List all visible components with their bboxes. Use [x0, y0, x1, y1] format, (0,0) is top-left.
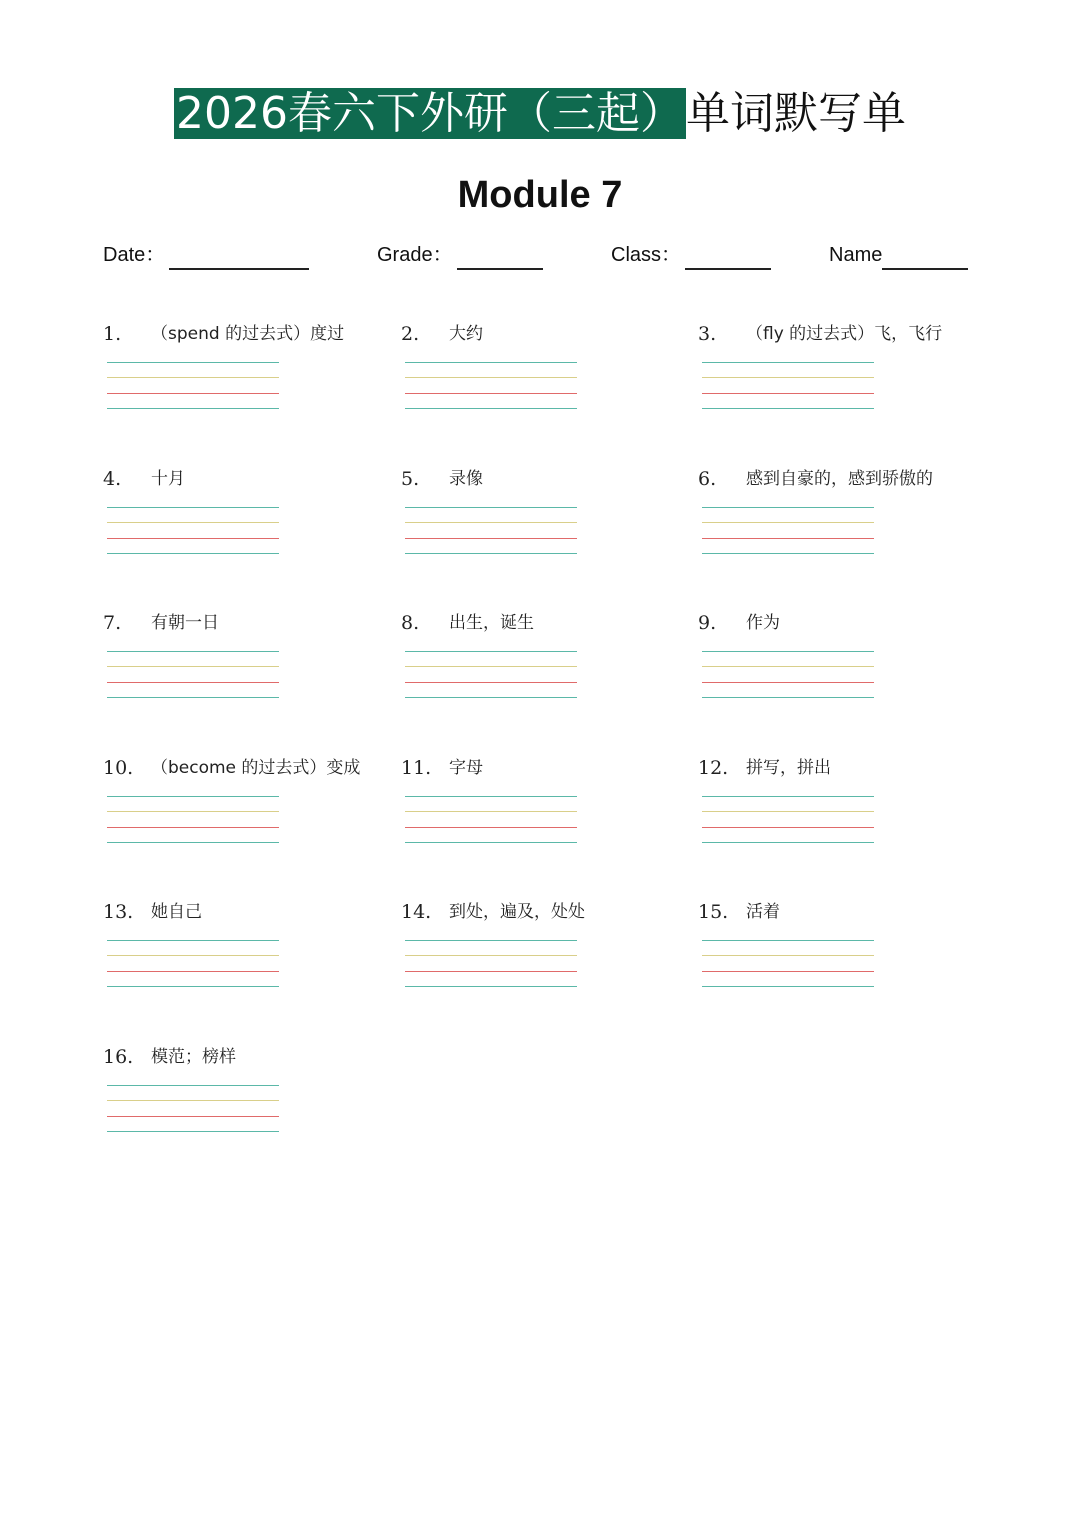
writing-line-2: [107, 522, 279, 523]
title-highlighted: 2026春六下外研（三起）: [176, 88, 684, 139]
writing-line-3: [107, 393, 279, 394]
writing-line-2: [405, 955, 577, 956]
answer-writing-lines[interactable]: [107, 940, 279, 990]
item-prompt: 活着: [746, 902, 780, 922]
writing-line-2: [702, 522, 874, 523]
answer-writing-lines[interactable]: [405, 651, 577, 701]
writing-line-2: [107, 1100, 279, 1101]
grade-label: Grade：: [377, 244, 453, 266]
writing-line-2: [702, 377, 874, 378]
writing-line-2: [405, 666, 577, 667]
item-prompt: 字母: [449, 758, 483, 778]
class-label: Class：: [611, 244, 682, 266]
writing-line-3: [107, 971, 279, 972]
answer-writing-lines[interactable]: [107, 1085, 279, 1135]
answer-writing-lines[interactable]: [702, 362, 874, 412]
answer-writing-lines[interactable]: [107, 362, 279, 412]
writing-line-3: [405, 393, 577, 394]
item-number: 13.: [103, 901, 134, 923]
writing-line-4: [405, 986, 577, 987]
item-number: 2.: [401, 323, 420, 345]
item-prompt: 录像: [449, 469, 483, 489]
item-number: 1.: [103, 323, 122, 345]
grade-field[interactable]: [377, 240, 543, 270]
item-prompt: 感到自豪的，感到骄傲的: [746, 469, 933, 489]
writing-line-4: [107, 408, 279, 409]
writing-line-1: [107, 1085, 279, 1086]
item-prompt: 作为: [746, 613, 780, 633]
writing-line-3: [107, 827, 279, 828]
writing-line-1: [107, 651, 279, 652]
item-number: 8.: [401, 612, 420, 634]
answer-writing-lines[interactable]: [702, 507, 874, 557]
writing-line-1: [702, 507, 874, 508]
writing-line-3: [107, 1116, 279, 1117]
date-label: Date：: [103, 244, 166, 266]
item-number: 3.: [698, 323, 717, 345]
answer-writing-lines[interactable]: [702, 651, 874, 701]
writing-line-4: [405, 842, 577, 843]
item-number: 12.: [698, 757, 729, 779]
writing-line-4: [107, 842, 279, 843]
writing-line-1: [405, 796, 577, 797]
answer-writing-lines[interactable]: [702, 796, 874, 846]
item-prompt: （become 的过去式）变成: [151, 758, 361, 778]
answer-writing-lines[interactable]: [107, 796, 279, 846]
item-number: 16.: [103, 1046, 134, 1068]
writing-line-3: [702, 538, 874, 539]
answer-writing-lines[interactable]: [405, 940, 577, 990]
item-number: 4.: [103, 468, 122, 490]
item-prompt: 模范；榜样: [151, 1047, 236, 1067]
class-blank[interactable]: [685, 248, 771, 270]
item-number: 14.: [401, 901, 432, 923]
writing-line-4: [107, 1131, 279, 1132]
writing-line-4: [702, 986, 874, 987]
answer-writing-lines[interactable]: [107, 651, 279, 701]
writing-line-1: [702, 362, 874, 363]
item-number: 6.: [698, 468, 717, 490]
item-number: 5.: [401, 468, 420, 490]
writing-line-2: [107, 377, 279, 378]
answer-writing-lines[interactable]: [702, 940, 874, 990]
writing-line-4: [702, 408, 874, 409]
date-blank[interactable]: [169, 248, 309, 270]
item-number: 10.: [103, 757, 134, 779]
writing-line-3: [702, 971, 874, 972]
writing-line-2: [702, 811, 874, 812]
item-prompt: 大约: [449, 324, 483, 344]
writing-line-2: [107, 666, 279, 667]
date-field[interactable]: [103, 240, 309, 270]
name-blank[interactable]: [882, 248, 968, 270]
writing-line-2: [107, 811, 279, 812]
writing-line-4: [107, 553, 279, 554]
item-prompt: （spend 的过去式）度过: [151, 324, 345, 344]
writing-line-2: [107, 955, 279, 956]
class-field[interactable]: [611, 240, 771, 270]
writing-line-3: [702, 827, 874, 828]
item-prompt: 她自己: [151, 902, 202, 922]
writing-line-1: [405, 362, 577, 363]
writing-line-1: [107, 940, 279, 941]
writing-line-2: [405, 811, 577, 812]
writing-line-2: [702, 955, 874, 956]
grade-blank[interactable]: [457, 248, 543, 270]
writing-line-1: [702, 796, 874, 797]
item-prompt: 到处，遍及，处处: [449, 902, 585, 922]
writing-line-4: [702, 842, 874, 843]
worksheet-title: [0, 84, 1080, 144]
writing-line-4: [107, 697, 279, 698]
item-prompt: 有朝一日: [151, 613, 219, 633]
writing-line-2: [702, 666, 874, 667]
writing-line-1: [107, 507, 279, 508]
writing-line-3: [405, 538, 577, 539]
writing-line-3: [107, 682, 279, 683]
writing-line-4: [405, 553, 577, 554]
module-heading: Module 7: [457, 174, 623, 216]
writing-line-1: [702, 651, 874, 652]
name-label: Name: [829, 244, 883, 266]
writing-line-1: [405, 651, 577, 652]
writing-line-4: [405, 408, 577, 409]
item-prompt: 拼写，拼出: [746, 758, 831, 778]
writing-line-3: [405, 971, 577, 972]
writing-line-3: [702, 682, 874, 683]
writing-line-2: [405, 522, 577, 523]
answer-writing-lines[interactable]: [405, 796, 577, 846]
writing-line-1: [405, 940, 577, 941]
writing-line-1: [107, 796, 279, 797]
writing-line-1: [405, 507, 577, 508]
writing-line-1: [107, 362, 279, 363]
title-rest: 单词默写单: [685, 88, 906, 139]
writing-line-2: [405, 377, 577, 378]
answer-writing-lines[interactable]: [405, 362, 577, 412]
item-prompt: 出生，诞生: [449, 613, 534, 633]
writing-line-4: [405, 697, 577, 698]
writing-line-3: [405, 682, 577, 683]
item-number: 15.: [698, 901, 729, 923]
answer-writing-lines[interactable]: [405, 507, 577, 557]
item-number: 7.: [103, 612, 122, 634]
item-prompt: 十月: [151, 469, 185, 489]
writing-line-3: [405, 827, 577, 828]
writing-line-4: [702, 553, 874, 554]
writing-line-1: [702, 940, 874, 941]
writing-line-4: [107, 986, 279, 987]
item-number: 11.: [401, 757, 432, 779]
writing-line-4: [702, 697, 874, 698]
item-prompt: （fly 的过去式）飞，飞行: [746, 324, 943, 344]
name-field[interactable]: [829, 240, 968, 270]
writing-line-3: [107, 538, 279, 539]
item-number: 9.: [698, 612, 717, 634]
answer-writing-lines[interactable]: [107, 507, 279, 557]
writing-line-3: [702, 393, 874, 394]
